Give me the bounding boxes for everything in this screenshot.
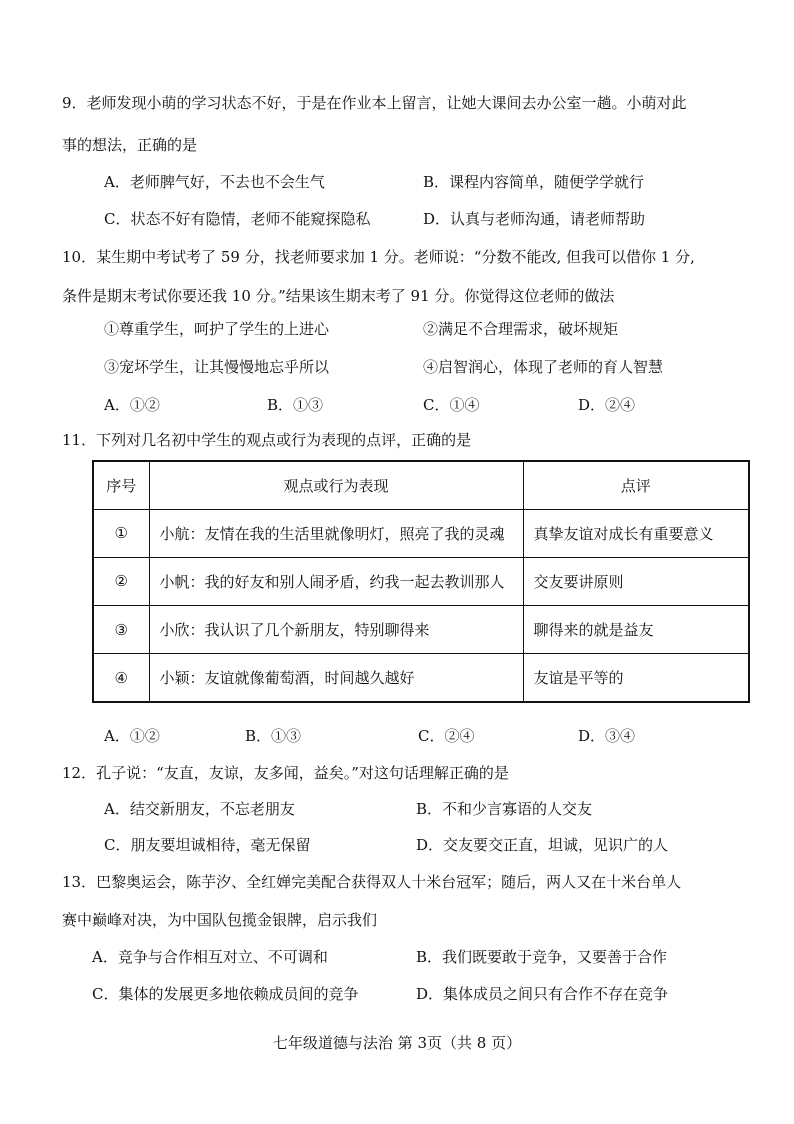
q11-option-b: B．①③ [245,727,302,745]
q10-statement-4: ④启智润心，体现了老师的育人智慧 [423,358,664,376]
q10-stem-line2: 条件是期末考试你要还我 10 分。”结果该生期末考了 91 分。你觉得这位老师的做法 [62,287,615,305]
q12-stem: 12．孔子说：“友直，友谅，友多闻，益矣。”对这句话理解正确的是 [62,764,509,782]
q10-option-b: B．①③ [267,396,324,414]
table-cell-number: ④ [93,654,149,702]
table-cell-comment: 交友要讲原则 [523,557,749,605]
table-cell-number: ① [93,509,149,557]
table-header-cell: 点评 [523,461,749,509]
q12-option-d: D．交友要交正直，坦诚，见识广的人 [416,836,669,854]
q10-statement-2: ②满足不合理需求，破坏规矩 [423,320,619,338]
q10-stem-line1: 10．某生期中考试考了 59 分，找老师要求加 1 分。老师说：“分数不能改, 但我可以借你 1 分, [62,248,695,266]
table-cell-number: ③ [93,606,149,654]
q10-statement-3: ③宠坏学生，让其慢慢地忘乎所以 [104,358,330,376]
table-cell-behavior: 小帆：我的好友和别人闹矛盾，约我一起去教训那人 [149,557,523,605]
table-cell-number: ② [93,557,149,605]
q11-option-c: C．②④ [418,727,475,745]
q13-option-c: C．集体的发展更多地依赖成员间的竞争 [92,985,359,1003]
q10-option-d: D．②④ [578,396,636,414]
table-header-row [93,461,749,509]
q9-option-b: B．课程内容简单，随便学学就行 [423,173,645,191]
q13-option-b: B．我们既要敢于竞争，又要善于合作 [416,948,668,966]
table-row [93,654,749,702]
table-row [93,557,749,605]
q9-option-a: A．老师脾气好，不去也不会生气 [104,173,325,191]
table-row [93,606,749,654]
q13-option-d: D．集体成员之间只有合作不存在竞争 [416,985,669,1003]
q13-stem-line2: 赛中巅峰对决，为中国队包揽金银牌，启示我们 [62,911,378,929]
q9-stem-line2: 事的想法，正确的是 [62,136,198,154]
table-cell-behavior: 小航：友情在我的生活里就像明灯，照亮了我的灵魂 [149,509,523,557]
q11-option-a: A．①② [104,727,160,745]
q11-option-d: D．③④ [578,727,636,745]
q11-table [92,460,750,703]
table-header-cell: 序号 [93,461,149,509]
q12-option-a: A．结交新朋友，不忘老朋友 [104,800,295,818]
q10-option-a: A．①② [104,396,160,414]
q13-stem-line1: 13．巴黎奥运会，陈芋汐、全红婵完美配合获得双人十米台冠军；随后，两人又在十米台单人 [62,873,682,891]
q9-stem-line1: 9．老师发现小萌的学习状态不好，于是在作业本上留言，让她大课间去办公室一趟。小萌对此 [62,94,687,112]
q13-option-a: A．竞争与合作相互对立、不可调和 [92,948,328,966]
q9-option-d: D．认真与老师沟通，请老师帮助 [423,210,646,228]
table-cell-behavior: 小欣：我认识了几个新朋友，特别聊得来 [149,606,523,654]
table-row [93,509,749,557]
table-cell-comment: 聊得来的就是益友 [523,606,749,654]
q10-statement-1: ①尊重学生，呵护了学生的上进心 [104,320,330,338]
q11-stem: 11．下列对几名初中学生的观点或行为表现的点评，正确的是 [62,431,472,449]
table-header-cell: 观点或行为表现 [149,461,523,509]
page-footer: 七年级道德与法治 第 3页（共 8 页） [272,1034,522,1052]
q9-option-c: C．状态不好有隐情，老师不能窥探隐私 [104,210,371,228]
table-cell-comment: 友谊是平等的 [523,654,749,702]
table-cell-comment: 真挚友谊对成长有重要意义 [523,509,749,557]
table-cell-behavior: 小颖：友谊就像葡萄酒，时间越久越好 [149,654,523,702]
q10-option-c: C．①④ [423,396,480,414]
q12-option-c: C．朋友要坦诚相待，毫无保留 [104,836,311,854]
q12-option-b: B．不和少言寡语的人交友 [416,800,593,818]
